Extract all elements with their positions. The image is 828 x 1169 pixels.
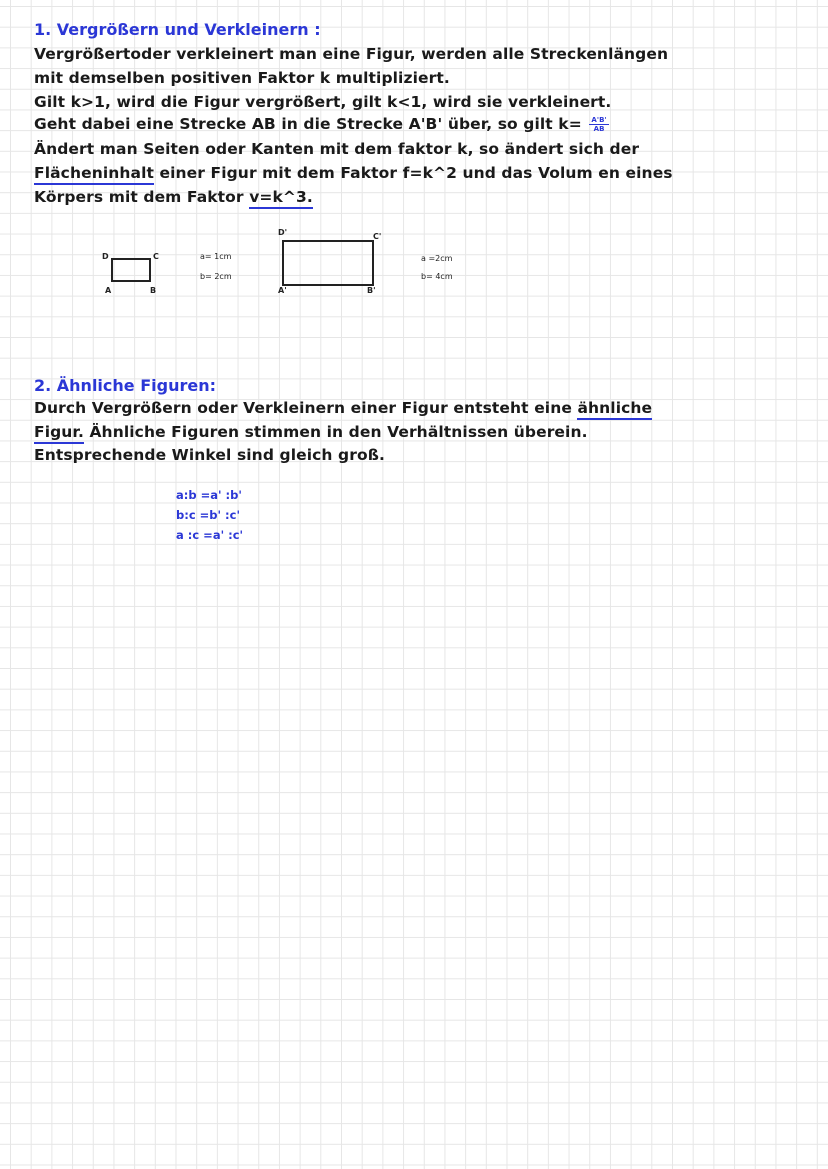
section-2-line-2	[34, 423, 588, 441]
small-rect-side-b: b= 2cm	[200, 272, 232, 281]
large-rect-label-b: B'	[367, 286, 376, 295]
fraction-denominator: AB	[593, 125, 605, 133]
section-1-line-4	[34, 115, 609, 133]
scale-factor-fraction	[589, 116, 608, 133]
large-rect-label-a: A'	[278, 286, 287, 295]
ratio-equation: a:b =a' :b'	[176, 488, 242, 502]
flaecheninhalt-underlined: Flächeninhalt	[34, 164, 154, 185]
figur-underlined: Figur.	[34, 423, 84, 444]
small-rect-label-c: C	[153, 252, 159, 261]
ratio-equation: a :c =a' :c'	[176, 528, 244, 542]
section-2-title: 2. Ähnliche Figuren:	[34, 376, 216, 395]
section-1-line-2: mit demselben positiven Faktor k multipliziert.	[34, 69, 450, 87]
section-2-line-1	[34, 399, 652, 417]
section-1-line-6	[34, 164, 673, 182]
fraction-numerator: A'B'	[591, 116, 607, 124]
volume-factor-prefix: Körpers mit dem Faktor	[34, 188, 250, 206]
large-rect-label-d: D'	[278, 228, 288, 237]
similar-figures-prefix: Durch Vergrößern oder Verkleinern einer Figur entsteht eine	[34, 399, 578, 417]
section-1-line-1: Vergrößertoder verkleinert man eine Figur, werden alle Streckenlängen	[34, 45, 669, 63]
section-1-line-5: Ändert man Seiten oder Kanten mit dem faktor k, so ändert sich der	[34, 140, 640, 158]
small-rect-label-b: B	[150, 286, 157, 295]
section-1-title: 1. Vergrößern und Verkleinern :	[34, 20, 321, 39]
scale-factor-text: Geht dabei eine Strecke AB in die Strecke A'B' über, so gilt k=	[34, 115, 582, 133]
large-rect-label-c: C'	[373, 232, 382, 241]
section-2-line-3: Entsprechende Winkel sind gleich groß.	[34, 446, 385, 464]
ratio-equation: b:c =b' :c'	[176, 508, 240, 522]
proportions-text: Ähnliche Figuren stimmen in den Verhältnissen überein.	[83, 423, 588, 441]
area-factor-text: einer Figur mit dem Faktor f=k^2 und das Volum en eines	[154, 164, 673, 182]
large-rect-side-b: b= 4cm	[421, 272, 453, 281]
small-rect-side-a: a= 1cm	[200, 252, 232, 261]
section-1-line-3: Gilt k>1, wird die Figur vergrößert, gilt k<1, wird sie verkleinert.	[34, 93, 612, 111]
aehnliche-underlined: ähnliche	[577, 399, 652, 420]
section-1-line-7	[34, 188, 313, 206]
large-rect-side-a: a =2cm	[421, 254, 453, 263]
small-rect-label-a: A	[105, 286, 112, 295]
large-rectangle-shape	[282, 240, 374, 286]
small-rectangle-shape	[111, 258, 151, 282]
small-rect-label-d: D	[102, 252, 109, 261]
volume-factor-underlined: v=k^3.	[249, 188, 313, 209]
